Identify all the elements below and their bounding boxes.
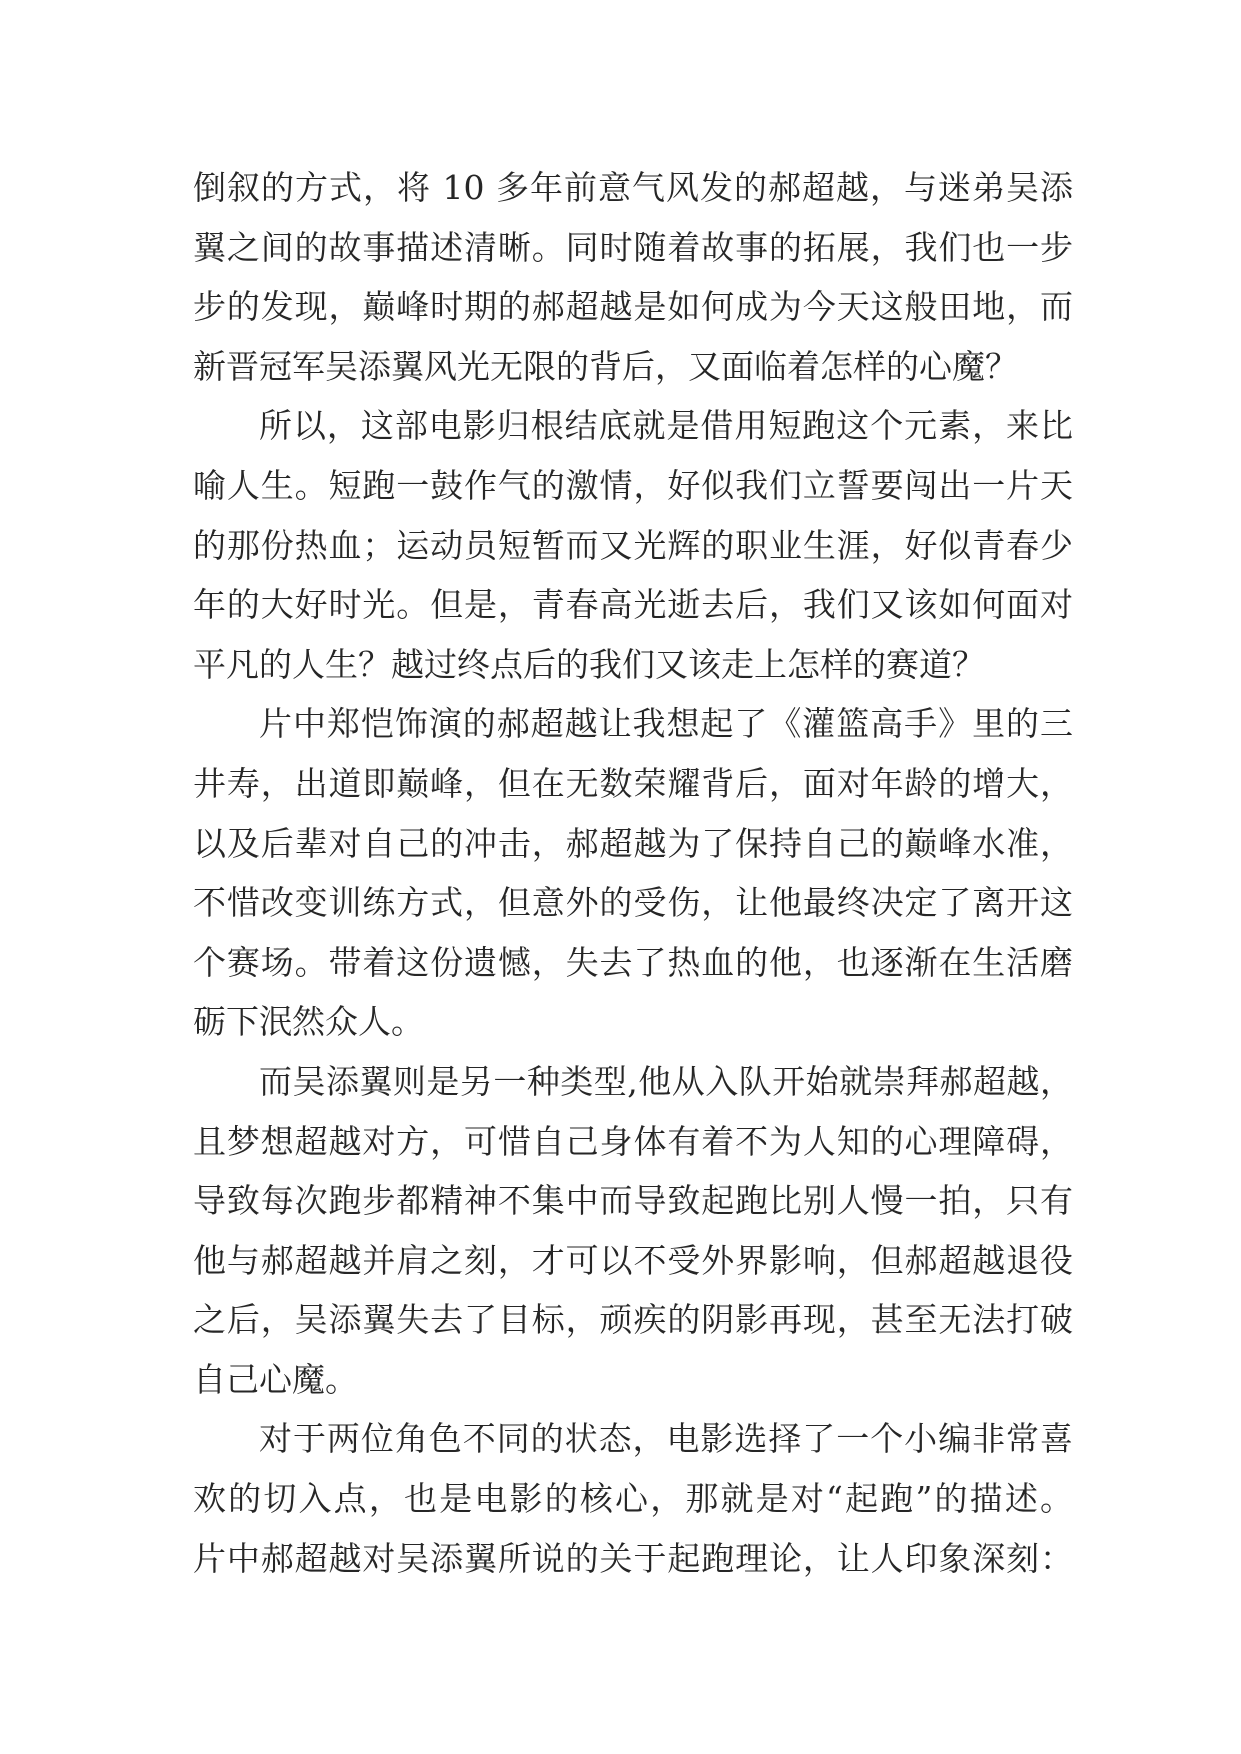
- text-line: 之后，吴添翼失去了目标，顽疾的阴影再现，甚至无法打破: [193, 1300, 1073, 1340]
- text-line: 翼之间的故事描述清晰。同时随着故事的拓展，我们也一步: [193, 227, 1073, 267]
- text-line: 他与郝超越并肩之刻，才可以不受外界影响，但郝超越退役: [193, 1240, 1073, 1280]
- text-line: 砺下泯然众人。: [193, 1002, 424, 1042]
- text-line: 年的大好时光。但是，青春高光逝去后，我们又该如何面对: [193, 585, 1073, 625]
- text-line: 的那份热血；运动员短暂而又光辉的职业生涯，好似青春少: [193, 525, 1073, 565]
- paragraph-first-line: 而吴添翼则是另一种类型,他从入队开始就崇拜郝超越，: [259, 1061, 1073, 1101]
- text-line: 倒叙的方式，将 10 多年前意气风发的郝超越，与迷弟吴添: [193, 168, 1073, 207]
- text-line: 步的发现，巅峰时期的郝超越是如何成为今天这般田地，而: [193, 287, 1073, 327]
- paragraph-first-line: 所以，这部电影归根结底就是借用短跑这个元素，来比: [259, 406, 1073, 446]
- paragraph-first-line: 片中郑恺饰演的郝超越让我想起了《灌篮高手》里的三: [259, 704, 1073, 744]
- text-line: 喻人生。短跑一鼓作气的激情，好似我们立誓要闯出一片天: [193, 465, 1073, 505]
- text-line: 井寿，出道即巅峰，但在无数荣耀背后，面对年龄的增大，: [193, 763, 1073, 803]
- text-line: 导致每次跑步都精神不集中而导致起跑比别人慢一拍，只有: [193, 1181, 1073, 1221]
- text-line: 新晋冠军吴添翼风光无限的背后，又面临着怎样的心魔？: [193, 346, 1018, 386]
- text-line: 欢的切入点，也是电影的核心，那就是对“起跑”的描述。: [193, 1479, 1073, 1519]
- text-line: 以及后辈对自己的冲击，郝超越为了保持自己的巅峰水准，: [193, 823, 1073, 863]
- article-body: [193, 158, 1073, 1588]
- text-line: 个赛场。带着这份遗憾，失去了热血的他，也逐渐在生活磨: [193, 942, 1073, 982]
- text-line: 不惜改变训练方式，但意外的受伤，让他最终决定了离开这: [193, 883, 1073, 923]
- text-line: 平凡的人生？越过终点后的我们又该走上怎样的赛道？: [193, 644, 985, 684]
- text-line: 自己心魔。: [193, 1359, 358, 1399]
- text-line: 片中郝超越对吴添翼所说的关于起跑理论，让人印象深刻：: [193, 1538, 1073, 1578]
- paragraph-first-line: 对于两位角色不同的状态，电影选择了一个小编非常喜: [259, 1419, 1073, 1459]
- text-line: 且梦想超越对方，可惜自己身体有着不为人知的心理障碍，: [193, 1121, 1073, 1161]
